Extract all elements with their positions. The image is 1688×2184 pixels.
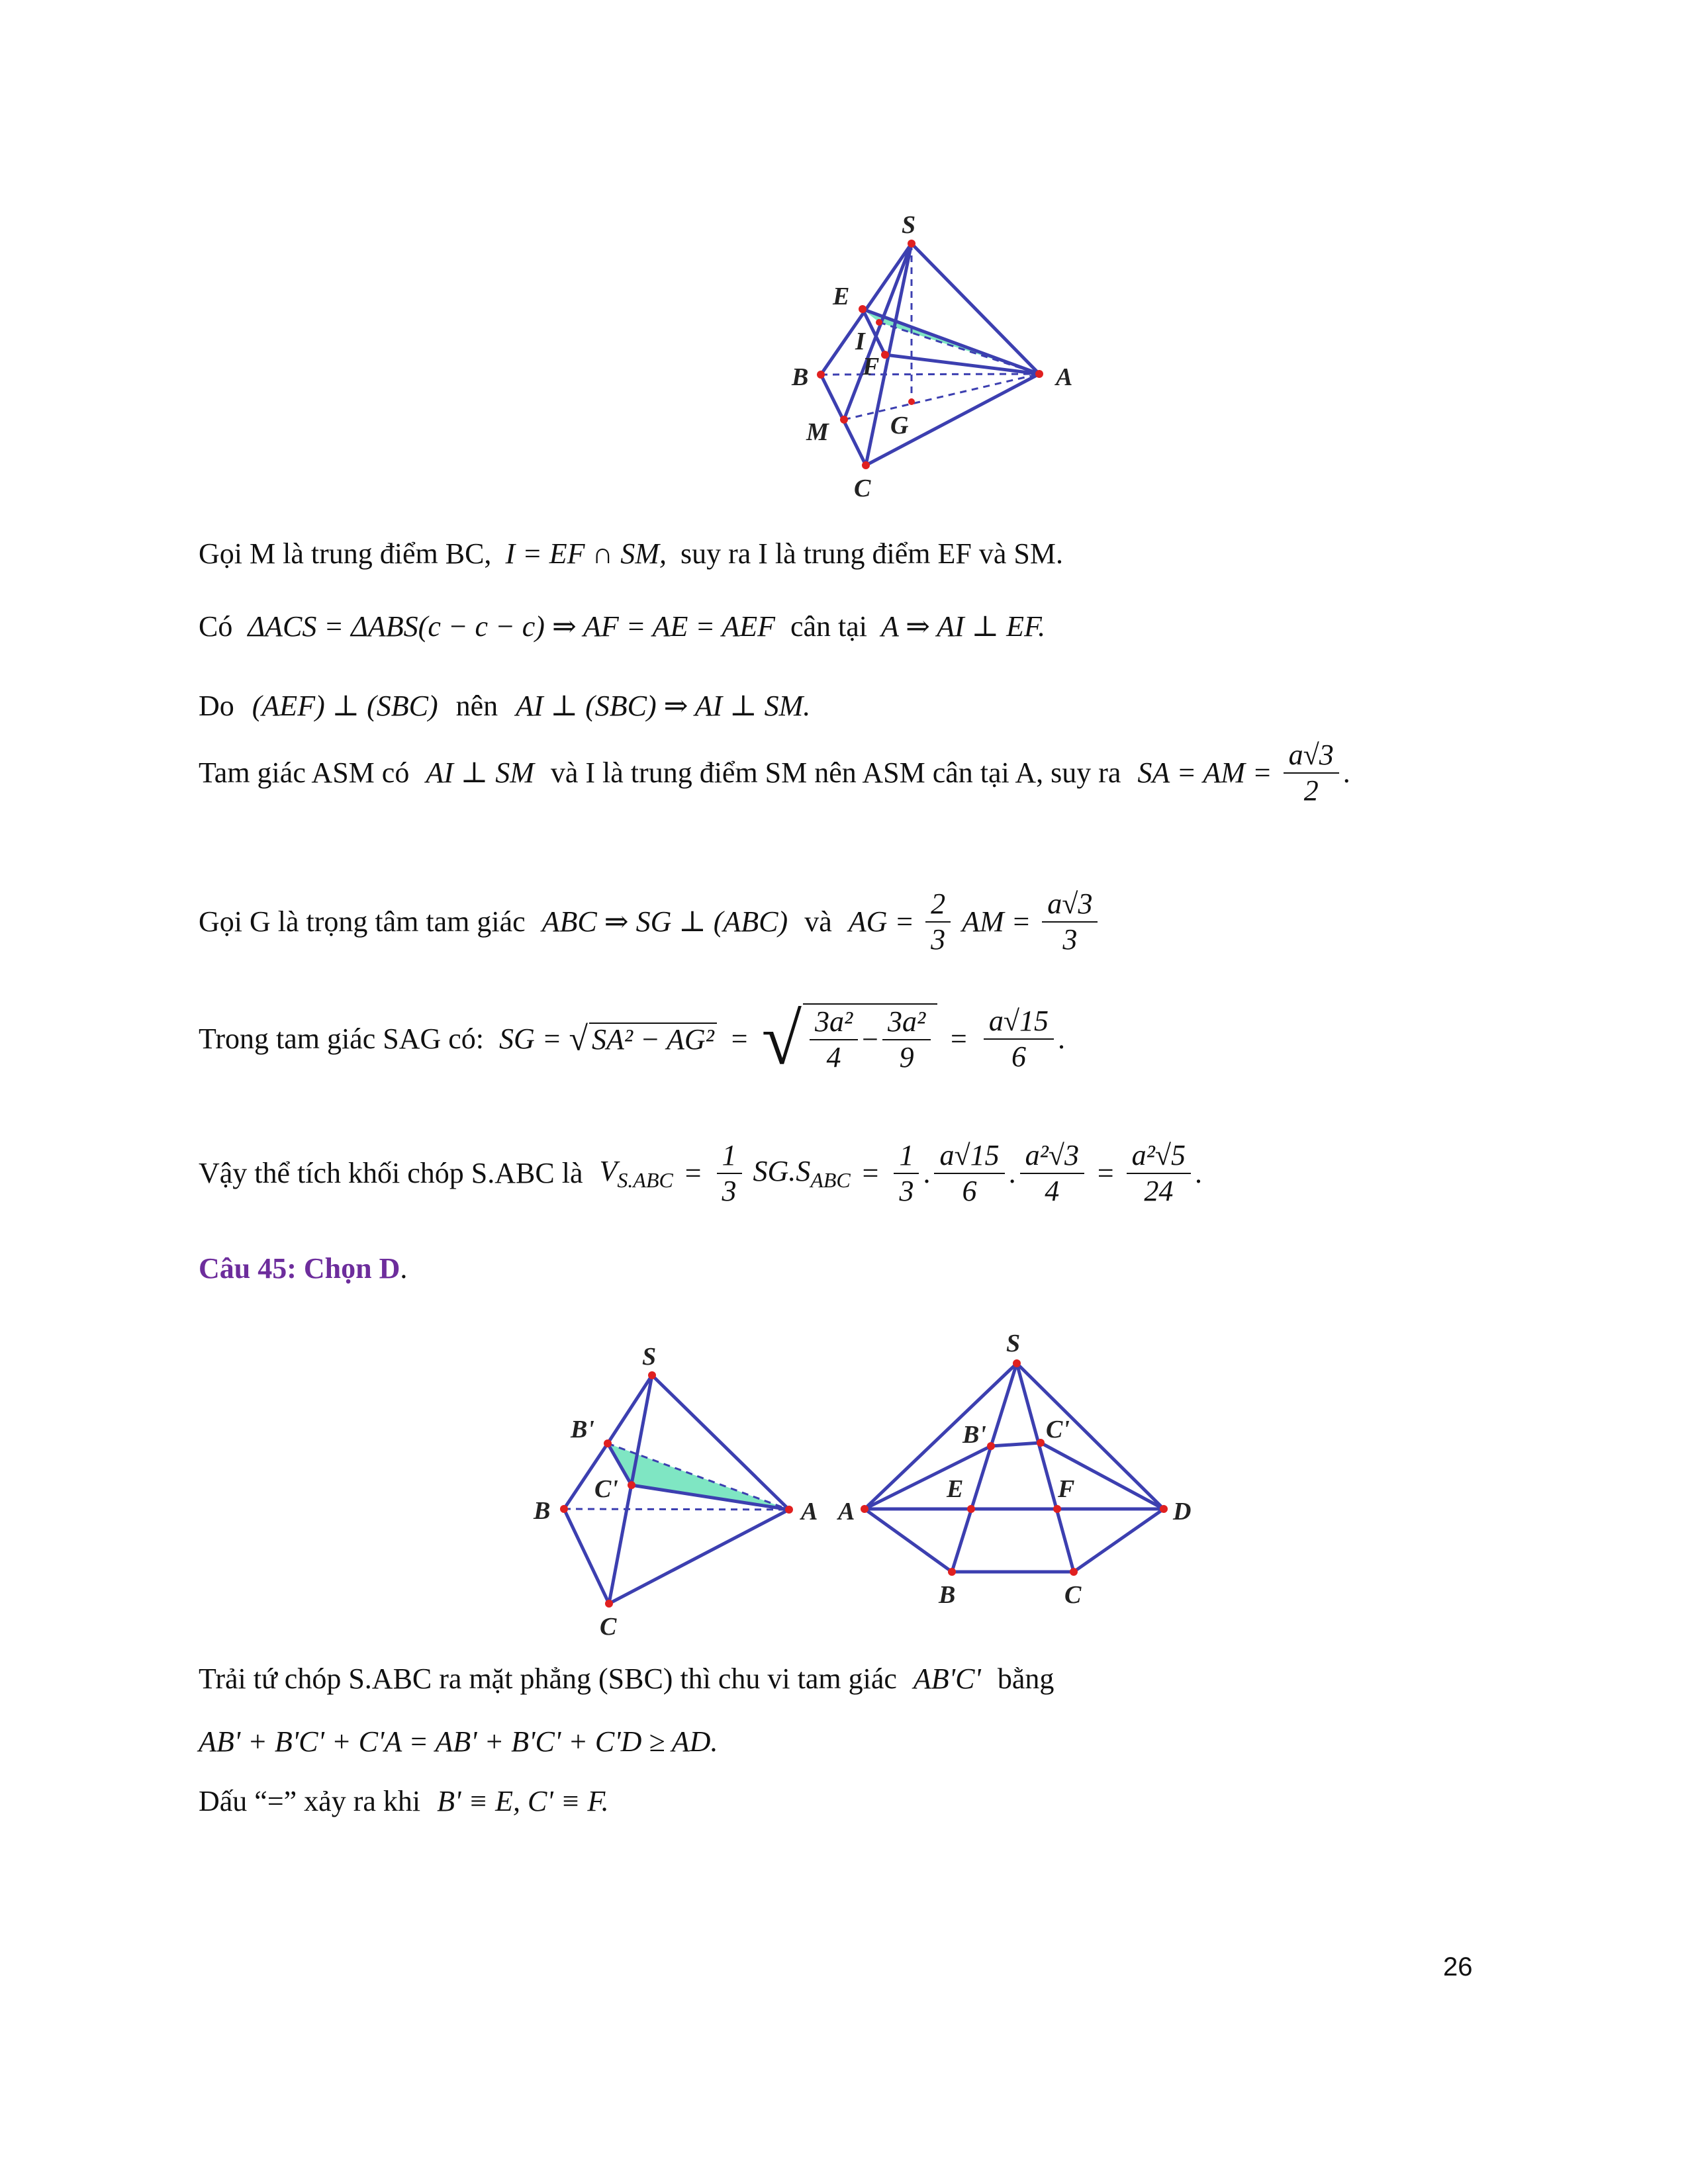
figure-tetrahedron-1: [781, 199, 1099, 516]
line-perimeter: [199, 1727, 718, 1756]
label-m: M: [806, 418, 829, 446]
point-b: [948, 1568, 956, 1576]
fraction-numerator: 1: [894, 1138, 919, 1174]
point-b1: [604, 1439, 612, 1447]
line-volume: [199, 1138, 1202, 1209]
fraction: [1284, 738, 1339, 809]
text-segment: nên: [455, 690, 498, 722]
math-segment: I = EF ∩ SM,: [505, 537, 667, 570]
point-c1: [628, 1481, 635, 1489]
fraction-denominator: 2: [1303, 774, 1319, 807]
fraction-denominator: 24: [1144, 1175, 1174, 1208]
edge-sm: [844, 244, 912, 420]
math-segment: (AEF) ⊥ (SBC): [252, 690, 438, 722]
label-s: S: [642, 1343, 657, 1371]
math-segment: ABC ⇒ SG ⊥ (ABC): [541, 905, 788, 938]
point-a: [861, 1505, 868, 1513]
label-a: A: [838, 1498, 855, 1525]
label-s: S: [1006, 1330, 1021, 1357]
point-b1: [987, 1442, 995, 1450]
math-segment: [753, 1154, 851, 1192]
point-s: [648, 1371, 656, 1379]
edge-b1c1: [991, 1443, 1041, 1446]
point-c: [862, 461, 870, 469]
label-d: D: [1173, 1498, 1192, 1525]
point-c1: [1037, 1439, 1045, 1447]
math-segment: AI ⊥ (SBC) ⇒ AI ⊥ SM.: [516, 690, 811, 722]
fraction-denominator: 6: [1011, 1040, 1026, 1073]
label-c1: C': [594, 1475, 618, 1503]
point-m: [840, 416, 848, 424]
fraction-numerator: 1: [717, 1138, 742, 1174]
fraction-denominator: 3: [931, 923, 946, 956]
edge-ab: [865, 1509, 952, 1572]
point-g: [908, 398, 915, 405]
volume-symbol: V: [599, 1154, 618, 1187]
label-c: C: [1064, 1581, 1082, 1609]
edge-ba-hidden: [821, 374, 1039, 375]
point-e: [967, 1505, 975, 1513]
fraction: [934, 1138, 1004, 1209]
fraction: [882, 1005, 931, 1075]
text-segment: Có: [199, 610, 233, 643]
line-centroid-g: [199, 887, 1102, 958]
label-e: E: [833, 283, 850, 310]
point-e: [859, 305, 867, 313]
text-segment: Do: [199, 690, 234, 722]
fraction-numerator: a√3: [1284, 738, 1339, 774]
label-b1: B': [962, 1421, 986, 1449]
point-c: [1070, 1568, 1078, 1576]
point-s: [1013, 1359, 1021, 1367]
point-b: [560, 1505, 568, 1513]
text-segment: suy ra I là trung điểm EF và SM.: [680, 537, 1064, 570]
fraction: [810, 1005, 858, 1075]
point-d: [1160, 1505, 1168, 1513]
label-i: I: [855, 328, 865, 355]
label-b1: B': [571, 1416, 594, 1443]
math-segment: AM =: [962, 905, 1031, 938]
text-segment: và: [804, 905, 832, 938]
label-b: B: [939, 1581, 956, 1609]
line-midpoint-m: [199, 539, 1063, 569]
text-segment: bằng: [997, 1662, 1055, 1695]
fraction-denominator: 3: [1062, 923, 1078, 956]
punctuation: .: [1195, 1157, 1202, 1190]
line-plane-perpendicular: [199, 692, 810, 721]
fraction: [1127, 1138, 1191, 1209]
label-b: B: [792, 363, 809, 391]
edge-sd: [1017, 1363, 1164, 1509]
math-segment: AB' + B'C' + C'A = AB' + B'C' + C'D ≥ AD.: [199, 1725, 718, 1758]
edge-cd: [1074, 1509, 1164, 1572]
line-congruent-triangles: [199, 612, 1045, 641]
edge-ba-hidden: [564, 1509, 789, 1510]
fraction-numerator: a²√3: [1020, 1138, 1084, 1174]
dot: .: [923, 1157, 931, 1190]
edge-ma-hidden: [844, 374, 1039, 420]
heading-cau-45: [199, 1254, 407, 1283]
edge-bc: [564, 1509, 609, 1604]
figure-tetrahedron-2: [516, 1324, 834, 1641]
text-segment: Gọi G là trọng tâm tam giác: [199, 905, 526, 938]
figure-unfolded-net: [834, 1324, 1205, 1615]
fraction-numerator: 2: [925, 887, 951, 923]
radicand-fractions: [803, 1003, 937, 1075]
dot: .: [1008, 1157, 1016, 1190]
edge-sc: [1017, 1363, 1074, 1572]
point-i: [876, 319, 882, 326]
fraction-denominator: 9: [899, 1041, 914, 1073]
fraction-numerator: 3a²: [810, 1005, 858, 1040]
fraction-denominator: 3: [899, 1175, 914, 1208]
line-height-sg: [199, 999, 1066, 1079]
radicand: SA² − AG²: [589, 1023, 717, 1056]
math-segment: =: [1095, 1157, 1115, 1190]
label-s: S: [902, 211, 916, 239]
question-heading: Câu 45: Chọn D: [199, 1252, 400, 1285]
sqrt-sign: √: [569, 1020, 588, 1058]
text-segment: Dấu “=” xảy ra khi: [199, 1785, 421, 1817]
math-segment: SA = AM =: [1137, 756, 1272, 790]
fraction-denominator: 3: [722, 1175, 737, 1208]
text-segment: Gọi M là trung điểm BC,: [199, 537, 492, 570]
point-s: [908, 240, 915, 248]
point-c: [605, 1600, 613, 1608]
fraction-numerator: a√15: [934, 1138, 1004, 1174]
math-segment: A ⇒ AI ⊥ EF.: [881, 610, 1046, 643]
fraction: [925, 887, 951, 958]
label-c: C: [854, 475, 871, 502]
minus-sign: −: [862, 1023, 878, 1056]
math-segment: =: [949, 1022, 968, 1055]
fraction: [1020, 1138, 1084, 1209]
fraction: [1042, 887, 1098, 958]
line-unfold: [199, 1664, 1054, 1694]
subscript: ABC: [810, 1167, 851, 1192]
text-segment: Vậy thể tích khối chóp S.ABC là: [199, 1157, 583, 1190]
fraction: [717, 1138, 742, 1209]
label-a: A: [1056, 363, 1073, 391]
label-b: B: [534, 1497, 551, 1525]
point-b: [817, 371, 825, 379]
fraction: [984, 1004, 1054, 1075]
fraction-denominator: 4: [1045, 1175, 1060, 1208]
punctuation: .: [1058, 1022, 1066, 1055]
label-f: F: [1058, 1475, 1075, 1503]
math-segment: [599, 1154, 673, 1192]
math-segment: AG =: [848, 905, 915, 938]
fraction-numerator: a√15: [984, 1004, 1054, 1040]
math-segment: AI ⊥ SM: [426, 756, 534, 790]
text-segment: Trong tam giác SAG có:: [199, 1022, 485, 1055]
fraction-numerator: a²√5: [1127, 1138, 1191, 1174]
edge-ab1: [865, 1446, 991, 1509]
page-number: 26: [1443, 1952, 1473, 1981]
point-f: [881, 351, 889, 359]
math-segment: B' ≡ E, C' ≡ F.: [437, 1785, 609, 1817]
subscript: S.ABC: [617, 1167, 673, 1192]
label-e: E: [947, 1475, 964, 1503]
edge-ac: [609, 1510, 789, 1604]
fraction-numerator: a√3: [1042, 887, 1098, 923]
text-segment: Tam giác ASM có: [199, 756, 410, 790]
label-a: A: [801, 1498, 818, 1525]
math-segment: AB'C': [913, 1662, 981, 1695]
sqrt-sign-large: √: [761, 999, 802, 1079]
point-a: [785, 1506, 793, 1514]
punctuation: .: [400, 1252, 408, 1285]
label-c1: C': [1046, 1416, 1070, 1443]
label-c: C: [600, 1613, 617, 1641]
fraction: [894, 1138, 919, 1209]
math-segment: =: [682, 1157, 703, 1190]
text-segment: và I là trung điểm SM nên ASM cân tại A, suy ra: [550, 756, 1121, 790]
punctuation: .: [1342, 756, 1350, 790]
line-isosceles-asm: [199, 738, 1350, 809]
math-segment: =: [860, 1157, 880, 1190]
math-text: SG.S: [753, 1154, 811, 1187]
label-f: F: [863, 353, 880, 381]
math-segment: ΔACS = ΔABS(c − c − c) ⇒ AF = AE = AEF: [248, 610, 775, 643]
fraction-denominator: 4: [826, 1041, 841, 1073]
line-equality: [199, 1787, 609, 1816]
point-a: [1035, 370, 1043, 378]
text-segment: cân tại: [790, 610, 868, 643]
math-segment: =: [729, 1022, 749, 1055]
point-f: [1053, 1505, 1061, 1513]
text-segment: Trải tứ chóp S.ABC ra mặt phẳng (SBC) thì chu vi tam giác: [199, 1662, 897, 1695]
fraction-denominator: 6: [962, 1175, 977, 1208]
math-segment: SG =: [499, 1022, 562, 1055]
fraction-numerator: 3a²: [882, 1005, 931, 1040]
label-g: G: [890, 412, 909, 439]
